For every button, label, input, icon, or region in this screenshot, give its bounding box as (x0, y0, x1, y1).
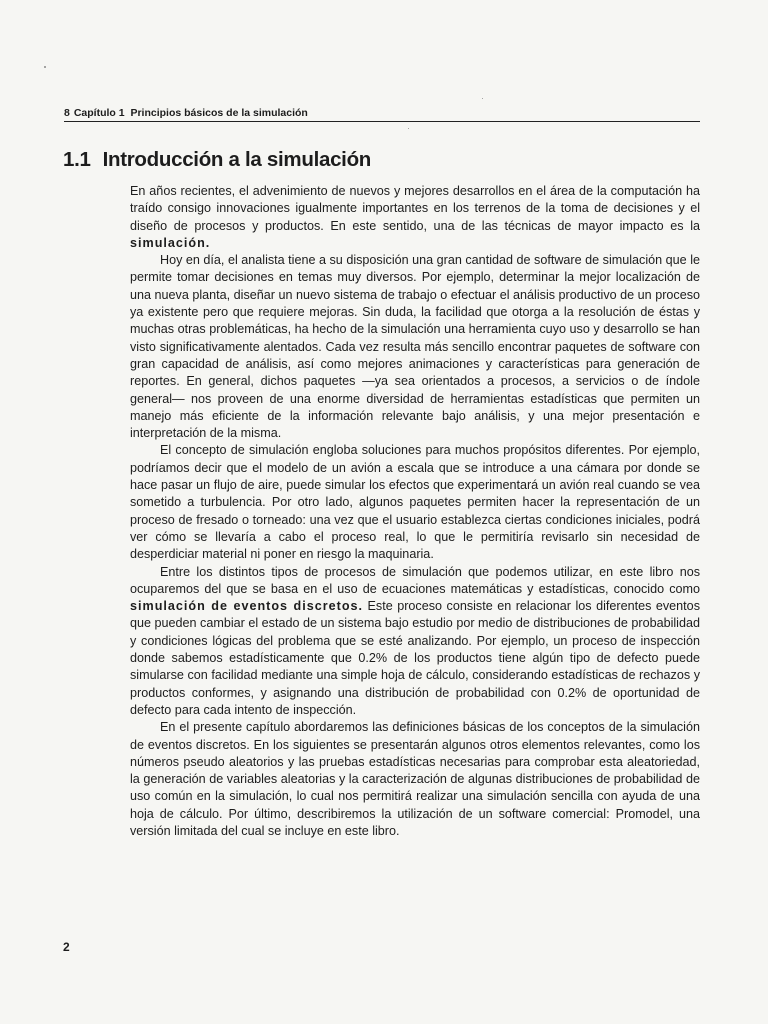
running-head-title: Principios básicos de la simulación (130, 107, 308, 119)
section-number: 1.1 (63, 148, 91, 171)
key-term: simulación de eventos discretos. (130, 599, 364, 614)
section-title: Introducción a la simulación (102, 148, 372, 171)
paragraph-text: Hoy en día, el analista tiene a su disposición una gran cantidad de software de simulación que le permite tomar decisiones en temas muy diversos. Por ejemplo, determinar la mejor localización de una nueva planta, diseñar un nuevo sistema de trabajo o efectuar el análisis productivo de un proceso ya existente pero que requiere mejoras. Sin duda, la facilidad que otorga a la resolución de éstas y muchas otras problemáticas, ha hecho de la simulación una herramienta cuyo uso y desarrollo se han visto significativamente alentados. Cada vez resulta más sencillo encontrar paquetes de software con gran capacidad de análisis, así como mejores animaciones y características para generación de reportes. En general, dichos paquetes —ya sea orientados a procesos, a servicios o de índole general— nos proveen de una enorme diversidad de herramientas estadísticas que permiten un manejo más eficiente de la información relevante bajo análisis, y una mejor presentación e interpretación de la misma. (130, 253, 700, 441)
paragraph-2 (130, 252, 700, 442)
scan-speck (482, 98, 483, 99)
scan-speck (44, 66, 46, 68)
page-number: 2 (63, 940, 70, 954)
paragraph-text: En el presente capítulo abordaremos las definiciones básicas de los conceptos de la simulación de eventos discretos. En los siguientes se presentarán algunos otros elementos relevantes, como los números pseudo aleatorios y las pruebas estadísticas necesarias para comprobar esta aleatoriedad, la generación de variables aleatorias y la caracterización de algunas distribuciones de probabilidad de uso común en la simulación, lo cual nos permitirá realizar una simulación sencilla con ayuda de una hoja de cálculo. Por último, describiremos la utilización de un software comercial: Promodel, una versión limitada del cual se incluye en este libro. (130, 720, 700, 838)
paragraph-3 (130, 442, 700, 563)
paragraph-1 (130, 183, 700, 252)
running-header (64, 106, 700, 122)
paragraph-text: Este proceso consiste en relacionar los diferentes eventos que pueden cambiar el estado de un sistema bajo estudio por medio de distribuciones de probabilidad y condiciones lógicas del problema que se esté analizando. Por ejemplo, un proceso de inspección donde sabemos estadísticamente que 0.2% de los productos tiene algún tipo de defecto puede simularse con facilidad mediante una simple hoja de cálculo, considerando estadísticas de rechazos y productos conformes, y asignando una distribución de probabilidad con 0.2% de oportunidad de defecto para cada intento de inspección. (130, 599, 700, 717)
paragraph-text: En años recientes, el advenimiento de nuevos y mejores desarrollos en el área de la computación ha traído consigo innovaciones igualmente importantes en los terrenos de la toma de decisiones y el diseño de procesos y productos. En este sentido, una de las técnicas de mayor impacto es la (130, 184, 700, 233)
section-heading (63, 147, 371, 173)
paragraph-text: Entre los distintos tipos de procesos de simulación que podemos utilizar, en este libro nos ocuparemos del que se basa en el uso de ecuaciones matemáticas y estadísticas, conocido como (130, 564, 700, 596)
running-head-prefix: 8 (64, 107, 70, 119)
paragraph-5 (130, 719, 700, 840)
key-term: simulación. (130, 235, 211, 250)
body-text (130, 183, 700, 840)
running-head-chapter: Capítulo 1 (73, 107, 125, 119)
scan-speck (408, 128, 409, 129)
paragraph-text: El concepto de simulación engloba soluciones para muchos propósitos diferentes. Por ejemplo, podríamos decir que el modelo de un avión a escala que se introduce a una cámara por donde se hace pasar un flujo de aire, puede simular los efectos que experimentará un avión real cuando se vea sometido a turbulencia. Por otro lado, algunos paquetes permiten hacer la representación de un proceso de fresado o torneado: una vez que el usuario establezca ciertas condiciones iniciales, podrá ver cómo se llevaría a cabo el proceso real, lo que le permitiría revisarlo sin necesidad de desperdiciar material ni poner en riesgo la maquinaria. (130, 443, 700, 562)
paragraph-4 (130, 564, 700, 720)
